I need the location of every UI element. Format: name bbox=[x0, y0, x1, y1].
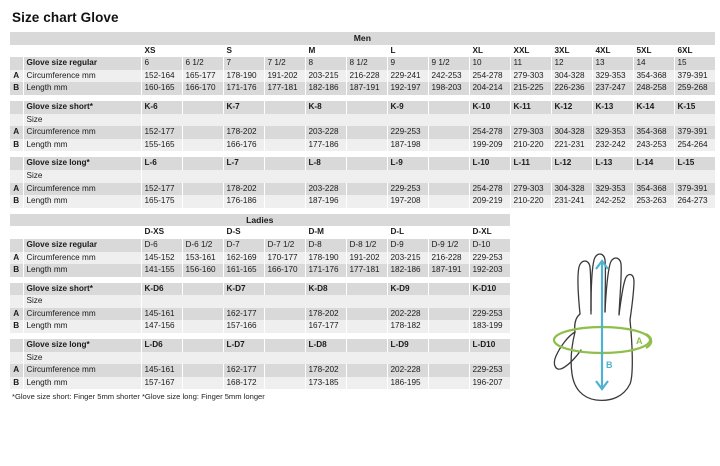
men-long-len-7 bbox=[428, 195, 469, 208]
ladies-long-circ-8: 229-253 bbox=[469, 364, 510, 377]
ladies-short-hdr-4: K-D8 bbox=[305, 283, 346, 296]
men-long-hdr-9: L-11 bbox=[510, 157, 551, 170]
men-reg-size-9: 11 bbox=[510, 57, 551, 70]
ladies-reg-label: Glove size regular bbox=[23, 239, 141, 252]
men-short-hdr-8: K-10 bbox=[469, 101, 510, 114]
men-short-header-row bbox=[10, 101, 715, 114]
men-long-circ-label: Circumference mm bbox=[23, 183, 141, 196]
men-reg-circ-11: 329-353 bbox=[592, 70, 633, 83]
ladies-long-circ-2: 162-177 bbox=[223, 364, 264, 377]
ladies-long-hdr-6: L-D9 bbox=[387, 339, 428, 352]
men-long-len-3 bbox=[264, 195, 305, 208]
footnote: *Glove size short: Finger 5mm shorter *Glove size long: Finger 5mm longer bbox=[12, 392, 265, 402]
ladies-reg-circ-6: 203-215 bbox=[387, 252, 428, 265]
men-long-circ-5 bbox=[346, 183, 387, 196]
ladies-reg-hdr-7 bbox=[428, 226, 469, 239]
ladies-short-label: Glove size short* bbox=[23, 283, 141, 296]
men-reg-circ-9: 279-303 bbox=[510, 70, 551, 83]
ladies-reg-len-5: 177-181 bbox=[346, 264, 387, 277]
ladies-reg-hdr-8: D-XL bbox=[469, 226, 510, 239]
men-long-hdr-5 bbox=[346, 157, 387, 170]
row-marker-b: B bbox=[10, 377, 23, 390]
men-long-label: Glove size long* bbox=[23, 157, 141, 170]
men-long-circ-13: 379-391 bbox=[674, 183, 715, 196]
men-reg-len-9: 215-225 bbox=[510, 82, 551, 95]
men-long-length-row bbox=[10, 195, 715, 208]
men-short-hdr-9: K-11 bbox=[510, 101, 551, 114]
men-reg-hdr-11: 4XL bbox=[592, 45, 633, 58]
men-short-length-label: Length mm bbox=[23, 139, 141, 152]
ladies-band-row bbox=[10, 214, 715, 227]
hand-diagram-svg bbox=[520, 236, 706, 422]
men-long-circ-10: 304-328 bbox=[551, 183, 592, 196]
ladies-long-len-4: 173-185 bbox=[305, 377, 346, 390]
ladies-long-circ-0: 145-161 bbox=[141, 364, 182, 377]
men-long-len-13: 264-273 bbox=[674, 195, 715, 208]
men-long-len-2: 176-186 bbox=[223, 195, 264, 208]
men-long-len-4: 187-196 bbox=[305, 195, 346, 208]
ladies-reg-hdr-3 bbox=[264, 226, 305, 239]
men-long-size-row bbox=[10, 170, 715, 183]
men-short-hdr-11: K-13 bbox=[592, 101, 633, 114]
men-reg-hdr-7 bbox=[428, 45, 469, 58]
ladies-reg-len-8: 192-203 bbox=[469, 264, 510, 277]
men-long-circ-8: 254-278 bbox=[469, 183, 510, 196]
men-short-circ-9: 279-303 bbox=[510, 126, 551, 139]
ladies-reg-size-8: D-10 bbox=[469, 239, 510, 252]
ladies-band-label: Ladies bbox=[10, 214, 510, 227]
men-long-hdr-1 bbox=[182, 157, 223, 170]
men-regular-circ-row bbox=[10, 70, 715, 83]
ladies-reg-len-3: 166-170 bbox=[264, 264, 305, 277]
men-short-hdr-0: K-6 bbox=[141, 101, 182, 114]
row-marker-a: A bbox=[10, 126, 23, 139]
men-short-circ-8: 254-278 bbox=[469, 126, 510, 139]
ladies-short-hdr-6: K-D9 bbox=[387, 283, 428, 296]
ladies-long-circ-4: 178-202 bbox=[305, 364, 346, 377]
men-short-length-row bbox=[10, 139, 715, 152]
men-reg-size-13: 15 bbox=[674, 57, 715, 70]
men-long-circ-2: 178-202 bbox=[223, 183, 264, 196]
men-short-hdr-5 bbox=[346, 101, 387, 114]
men-reg-size-2: 7 bbox=[223, 57, 264, 70]
ladies-short-len-5 bbox=[346, 320, 387, 333]
men-reg-len-6: 192-197 bbox=[387, 82, 428, 95]
men-reg-len-5: 187-191 bbox=[346, 82, 387, 95]
men-long-len-1 bbox=[182, 195, 223, 208]
ladies-reg-hdr-0: D-XS bbox=[141, 226, 182, 239]
ladies-long-len-3 bbox=[264, 377, 305, 390]
men-short-circ-7 bbox=[428, 126, 469, 139]
men-short-circ-row bbox=[10, 126, 715, 139]
row-marker-b: B bbox=[10, 195, 23, 208]
ladies-short-size-label: Size bbox=[23, 295, 141, 308]
men-short-len-7 bbox=[428, 139, 469, 152]
men-long-hdr-4: L-8 bbox=[305, 157, 346, 170]
men-long-circ-12: 354-368 bbox=[633, 183, 674, 196]
men-long-hdr-10: L-12 bbox=[551, 157, 592, 170]
ladies-long-hdr-4: L-D8 bbox=[305, 339, 346, 352]
men-reg-hdr-0: XS bbox=[141, 45, 182, 58]
men-reg-len-8: 204-214 bbox=[469, 82, 510, 95]
ladies-reg-size-3: D-7 1/2 bbox=[264, 239, 305, 252]
men-short-circ-4: 203-228 bbox=[305, 126, 346, 139]
men-reg-size-10: 12 bbox=[551, 57, 592, 70]
ladies-short-len-6: 178-182 bbox=[387, 320, 428, 333]
men-long-circ-9: 279-303 bbox=[510, 183, 551, 196]
ladies-short-circ-6: 202-228 bbox=[387, 308, 428, 321]
men-reg-size-7: 9 1/2 bbox=[428, 57, 469, 70]
row-marker-b: B bbox=[10, 139, 23, 152]
men-short-len-12: 243-253 bbox=[633, 139, 674, 152]
men-short-size-row bbox=[10, 114, 715, 127]
men-reg-hdr-5 bbox=[346, 45, 387, 58]
ladies-long-hdr-8: L-D10 bbox=[469, 339, 510, 352]
men-short-circ-5 bbox=[346, 126, 387, 139]
men-short-circ-13: 379-391 bbox=[674, 126, 715, 139]
row-marker-b: B bbox=[10, 264, 23, 277]
men-long-circ-0: 152-177 bbox=[141, 183, 182, 196]
men-long-circ-row bbox=[10, 183, 715, 196]
ladies-reg-hdr-6: D-L bbox=[387, 226, 428, 239]
men-reg-circ-10: 304-328 bbox=[551, 70, 592, 83]
ladies-long-circ-7 bbox=[428, 364, 469, 377]
men-reg-hdr-4: M bbox=[305, 45, 346, 58]
ladies-short-hdr-5 bbox=[346, 283, 387, 296]
ladies-reg-hdr-1 bbox=[182, 226, 223, 239]
ladies-long-hdr-2: L-D7 bbox=[223, 339, 264, 352]
men-reg-size-3: 7 1/2 bbox=[264, 57, 305, 70]
ladies-long-len-2: 168-172 bbox=[223, 377, 264, 390]
ladies-reg-hdr-2: D-S bbox=[223, 226, 264, 239]
men-long-len-9: 210-220 bbox=[510, 195, 551, 208]
men-reg-circ-label: Circumference mm bbox=[23, 70, 141, 83]
ladies-reg-circ-3: 170-177 bbox=[264, 252, 305, 265]
men-reg-hdr-8: XL bbox=[469, 45, 510, 58]
men-short-hdr-7 bbox=[428, 101, 469, 114]
ladies-reg-size-4: D-8 bbox=[305, 239, 346, 252]
men-long-hdr-13: L-15 bbox=[674, 157, 715, 170]
men-short-hdr-1 bbox=[182, 101, 223, 114]
men-reg-circ-13: 379-391 bbox=[674, 70, 715, 83]
ladies-reg-circ-5: 191-202 bbox=[346, 252, 387, 265]
men-reg-hdr-6: L bbox=[387, 45, 428, 58]
ladies-long-hdr-1 bbox=[182, 339, 223, 352]
men-long-len-0: 165-175 bbox=[141, 195, 182, 208]
men-reg-circ-0: 152-164 bbox=[141, 70, 182, 83]
men-reg-circ-3: 191-202 bbox=[264, 70, 305, 83]
men-long-circ-4: 203-228 bbox=[305, 183, 346, 196]
ladies-reg-len-0: 141-155 bbox=[141, 264, 182, 277]
men-reg-hdr-3 bbox=[264, 45, 305, 58]
ladies-reg-circ-4: 178-190 bbox=[305, 252, 346, 265]
men-short-len-8: 199-209 bbox=[469, 139, 510, 152]
page-title: Size chart Glove bbox=[12, 10, 119, 25]
men-long-size-label: Size bbox=[23, 170, 141, 183]
ladies-long-len-8: 196-207 bbox=[469, 377, 510, 390]
ladies-reg-size-5: D-8 1/2 bbox=[346, 239, 387, 252]
hand-diagram bbox=[520, 236, 706, 422]
ladies-reg-circ-label: Circumference mm bbox=[23, 252, 141, 265]
men-long-len-8: 209-219 bbox=[469, 195, 510, 208]
ladies-reg-hdr-5 bbox=[346, 226, 387, 239]
men-reg-len-2: 171-176 bbox=[223, 82, 264, 95]
ladies-long-size-label: Size bbox=[23, 352, 141, 365]
men-reg-size-1: 6 1/2 bbox=[182, 57, 223, 70]
men-long-circ-3 bbox=[264, 183, 305, 196]
row-marker-b: B bbox=[10, 320, 23, 333]
ladies-long-len-0: 157-167 bbox=[141, 377, 182, 390]
men-long-circ-1 bbox=[182, 183, 223, 196]
men-short-label: Glove size short* bbox=[23, 101, 141, 114]
men-long-len-10: 231-241 bbox=[551, 195, 592, 208]
men-long-hdr-0: L-6 bbox=[141, 157, 182, 170]
men-regular-header-row bbox=[10, 45, 715, 58]
men-short-hdr-12: K-14 bbox=[633, 101, 674, 114]
men-reg-size-8: 10 bbox=[469, 57, 510, 70]
men-long-circ-6: 229-253 bbox=[387, 183, 428, 196]
ladies-reg-circ-0: 145-152 bbox=[141, 252, 182, 265]
ladies-reg-size-0: D-6 bbox=[141, 239, 182, 252]
ladies-short-hdr-0: K-D6 bbox=[141, 283, 182, 296]
ladies-short-circ-2: 162-177 bbox=[223, 308, 264, 321]
ladies-reg-circ-7: 216-228 bbox=[428, 252, 469, 265]
ladies-reg-circ-2: 162-169 bbox=[223, 252, 264, 265]
row-marker-a: A bbox=[10, 364, 23, 377]
ladies-long-hdr-0: L-D6 bbox=[141, 339, 182, 352]
ladies-short-hdr-7 bbox=[428, 283, 469, 296]
ladies-short-circ-1 bbox=[182, 308, 223, 321]
men-reg-hdr-13: 6XL bbox=[674, 45, 715, 58]
men-short-len-1 bbox=[182, 139, 223, 152]
ladies-reg-len-7: 187-191 bbox=[428, 264, 469, 277]
men-short-circ-6: 229-253 bbox=[387, 126, 428, 139]
men-short-len-2: 166-176 bbox=[223, 139, 264, 152]
ladies-short-circ-0: 145-161 bbox=[141, 308, 182, 321]
men-long-length-label: Length mm bbox=[23, 195, 141, 208]
row-marker-a: A bbox=[10, 183, 23, 196]
row-marker-a: A bbox=[10, 252, 23, 265]
men-short-len-6: 187-198 bbox=[387, 139, 428, 152]
men-short-hdr-13: K-15 bbox=[674, 101, 715, 114]
ladies-short-len-0: 147-156 bbox=[141, 320, 182, 333]
men-short-hdr-10: K-12 bbox=[551, 101, 592, 114]
men-reg-size-5: 8 1/2 bbox=[346, 57, 387, 70]
ladies-short-length-label: Length mm bbox=[23, 320, 141, 333]
ladies-short-circ-3 bbox=[264, 308, 305, 321]
men-reg-len-0: 160-165 bbox=[141, 82, 182, 95]
ladies-short-len-8: 183-199 bbox=[469, 320, 510, 333]
ladies-reg-length-label: Length mm bbox=[23, 264, 141, 277]
men-reg-len-11: 237-247 bbox=[592, 82, 633, 95]
men-long-len-11: 242-252 bbox=[592, 195, 633, 208]
ladies-reg-circ-1: 153-161 bbox=[182, 252, 223, 265]
men-reg-circ-5: 216-228 bbox=[346, 70, 387, 83]
ladies-long-hdr-7 bbox=[428, 339, 469, 352]
men-long-hdr-7 bbox=[428, 157, 469, 170]
men-long-circ-11: 329-353 bbox=[592, 183, 633, 196]
ladies-long-len-7 bbox=[428, 377, 469, 390]
men-reg-circ-6: 229-241 bbox=[387, 70, 428, 83]
men-regular-size-row bbox=[10, 57, 715, 70]
ladies-short-circ-8: 229-253 bbox=[469, 308, 510, 321]
men-reg-label: Glove size regular bbox=[23, 57, 141, 70]
men-short-len-11: 232-242 bbox=[592, 139, 633, 152]
ladies-long-len-6: 186-195 bbox=[387, 377, 428, 390]
men-short-len-0: 155-165 bbox=[141, 139, 182, 152]
men-reg-circ-12: 354-368 bbox=[633, 70, 674, 83]
diagram-label-a: A bbox=[636, 336, 643, 346]
men-long-hdr-11: L-13 bbox=[592, 157, 633, 170]
men-reg-length-label: Length mm bbox=[23, 82, 141, 95]
ladies-long-label: Glove size long* bbox=[23, 339, 141, 352]
men-long-len-5 bbox=[346, 195, 387, 208]
men-reg-len-4: 182-186 bbox=[305, 82, 346, 95]
men-short-len-13: 254-264 bbox=[674, 139, 715, 152]
men-long-len-12: 253-263 bbox=[633, 195, 674, 208]
men-reg-len-3: 177-181 bbox=[264, 82, 305, 95]
men-reg-len-1: 166-170 bbox=[182, 82, 223, 95]
men-short-circ-2: 178-202 bbox=[223, 126, 264, 139]
ladies-short-hdr-1 bbox=[182, 283, 223, 296]
men-short-circ-10: 304-328 bbox=[551, 126, 592, 139]
men-band-row bbox=[10, 32, 715, 45]
men-short-hdr-4: K-8 bbox=[305, 101, 346, 114]
diagram-label-b: B bbox=[606, 360, 613, 370]
ladies-short-hdr-3 bbox=[264, 283, 305, 296]
ladies-long-length-label: Length mm bbox=[23, 377, 141, 390]
ladies-short-hdr-8: K-D10 bbox=[469, 283, 510, 296]
ladies-short-len-1 bbox=[182, 320, 223, 333]
ladies-short-circ-7 bbox=[428, 308, 469, 321]
ladies-long-circ-6: 202-228 bbox=[387, 364, 428, 377]
men-reg-circ-2: 178-190 bbox=[223, 70, 264, 83]
ladies-short-circ-5 bbox=[346, 308, 387, 321]
men-long-hdr-6: L-9 bbox=[387, 157, 428, 170]
row-marker-a: A bbox=[10, 308, 23, 321]
men-long-hdr-2: L-7 bbox=[223, 157, 264, 170]
men-short-circ-1 bbox=[182, 126, 223, 139]
men-reg-circ-8: 254-278 bbox=[469, 70, 510, 83]
ladies-reg-len-6: 182-186 bbox=[387, 264, 428, 277]
men-short-len-9: 210-220 bbox=[510, 139, 551, 152]
men-short-len-5 bbox=[346, 139, 387, 152]
ladies-short-len-4: 167-177 bbox=[305, 320, 346, 333]
men-long-hdr-8: L-10 bbox=[469, 157, 510, 170]
men-reg-hdr-2: S bbox=[223, 45, 264, 58]
ladies-reg-hdr-4: D-M bbox=[305, 226, 346, 239]
men-reg-hdr-9: XXL bbox=[510, 45, 551, 58]
ladies-reg-len-2: 161-165 bbox=[223, 264, 264, 277]
men-short-circ-11: 329-353 bbox=[592, 126, 633, 139]
ladies-long-len-1 bbox=[182, 377, 223, 390]
men-reg-hdr-10: 3XL bbox=[551, 45, 592, 58]
men-short-circ-12: 354-368 bbox=[633, 126, 674, 139]
ladies-short-hdr-2: K-D7 bbox=[223, 283, 264, 296]
men-reg-circ-1: 165-177 bbox=[182, 70, 223, 83]
ladies-short-len-7 bbox=[428, 320, 469, 333]
ladies-reg-circ-8: 229-253 bbox=[469, 252, 510, 265]
men-reg-size-4: 8 bbox=[305, 57, 346, 70]
ladies-short-len-2: 157-166 bbox=[223, 320, 264, 333]
men-short-circ-0: 152-177 bbox=[141, 126, 182, 139]
men-reg-size-6: 9 bbox=[387, 57, 428, 70]
men-reg-circ-4: 203-215 bbox=[305, 70, 346, 83]
men-reg-hdr-12: 5XL bbox=[633, 45, 674, 58]
men-reg-size-12: 14 bbox=[633, 57, 674, 70]
ladies-reg-size-2: D-7 bbox=[223, 239, 264, 252]
men-reg-len-12: 248-258 bbox=[633, 82, 674, 95]
ladies-reg-size-7: D-9 1/2 bbox=[428, 239, 469, 252]
men-long-len-6: 197-208 bbox=[387, 195, 428, 208]
ladies-long-circ-5 bbox=[346, 364, 387, 377]
ladies-reg-size-6: D-9 bbox=[387, 239, 428, 252]
men-short-hdr-3 bbox=[264, 101, 305, 114]
ladies-long-circ-label: Circumference mm bbox=[23, 364, 141, 377]
men-long-hdr-12: L-14 bbox=[633, 157, 674, 170]
men-regular-length-row bbox=[10, 82, 715, 95]
row-marker-b: B bbox=[10, 82, 23, 95]
men-short-hdr-6: K-9 bbox=[387, 101, 428, 114]
ladies-reg-len-1: 156-160 bbox=[182, 264, 223, 277]
ladies-long-circ-1 bbox=[182, 364, 223, 377]
men-reg-len-7: 198-203 bbox=[428, 82, 469, 95]
men-short-circ-3 bbox=[264, 126, 305, 139]
men-short-len-10: 221-231 bbox=[551, 139, 592, 152]
men-reg-size-11: 13 bbox=[592, 57, 633, 70]
row-marker-a: A bbox=[10, 70, 23, 83]
men-reg-len-10: 226-236 bbox=[551, 82, 592, 95]
men-reg-size-0: 6 bbox=[141, 57, 182, 70]
men-short-len-3 bbox=[264, 139, 305, 152]
ladies-long-hdr-5 bbox=[346, 339, 387, 352]
ladies-short-circ-4: 178-202 bbox=[305, 308, 346, 321]
men-short-len-4: 177-186 bbox=[305, 139, 346, 152]
ladies-reg-size-1: D-6 1/2 bbox=[182, 239, 223, 252]
ladies-long-hdr-3 bbox=[264, 339, 305, 352]
men-long-circ-7 bbox=[428, 183, 469, 196]
ladies-reg-len-4: 171-176 bbox=[305, 264, 346, 277]
ladies-short-circ-label: Circumference mm bbox=[23, 308, 141, 321]
men-short-circ-label: Circumference mm bbox=[23, 126, 141, 139]
men-reg-circ-7: 242-253 bbox=[428, 70, 469, 83]
men-long-header-row bbox=[10, 157, 715, 170]
ladies-short-len-3 bbox=[264, 320, 305, 333]
men-reg-len-13: 259-268 bbox=[674, 82, 715, 95]
men-short-hdr-2: K-7 bbox=[223, 101, 264, 114]
ladies-long-len-5 bbox=[346, 377, 387, 390]
ladies-long-circ-3 bbox=[264, 364, 305, 377]
men-short-size-label: Size bbox=[23, 114, 141, 127]
men-long-hdr-3 bbox=[264, 157, 305, 170]
men-band-label: Men bbox=[10, 32, 715, 45]
men-reg-hdr-1 bbox=[182, 45, 223, 58]
